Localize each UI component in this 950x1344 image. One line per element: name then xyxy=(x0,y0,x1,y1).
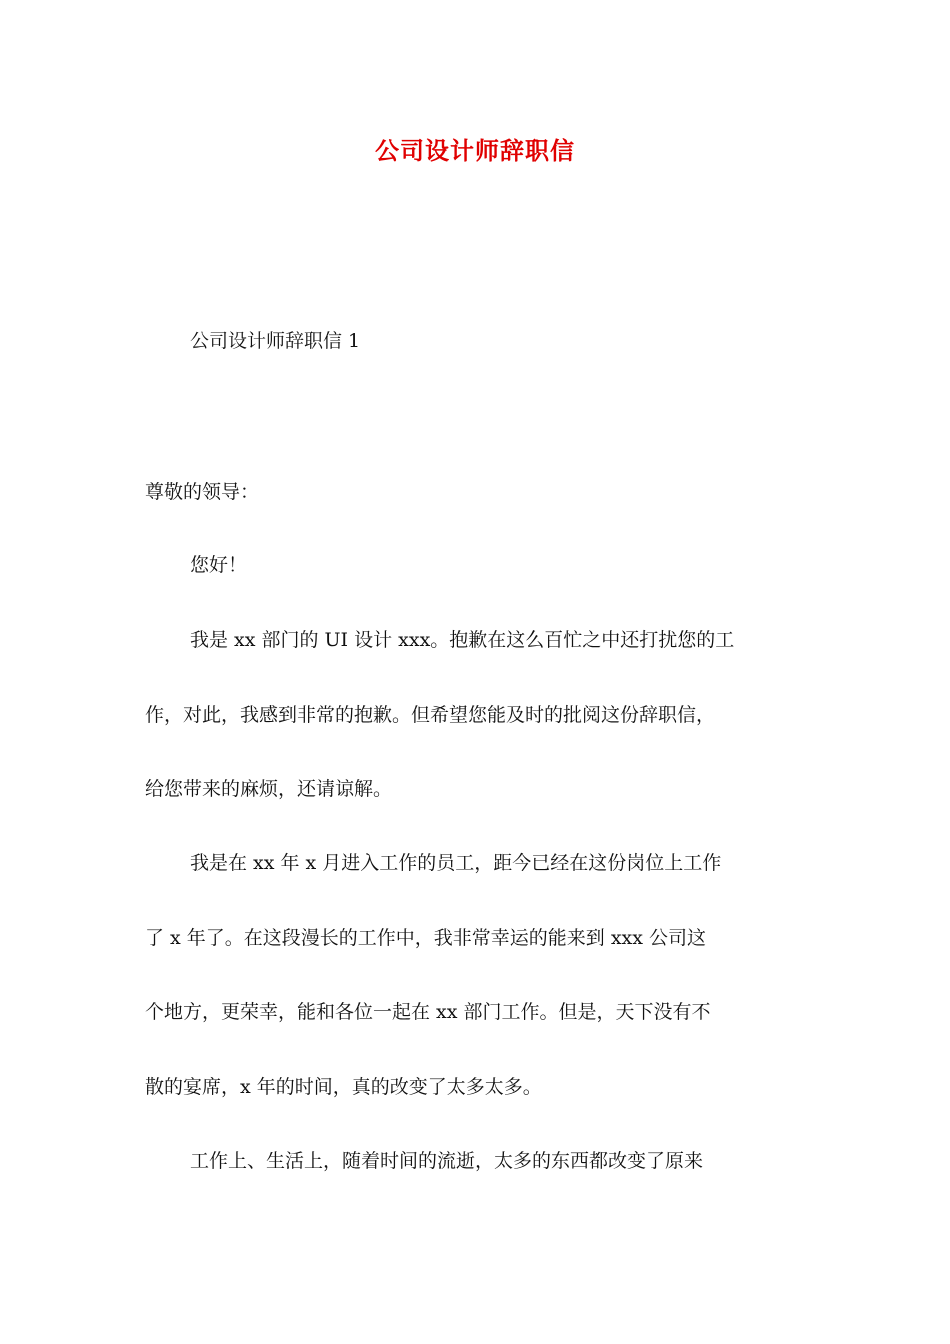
paragraph-line: 散的宴席，x 年的时间，真的改变了太多太多。 xyxy=(145,1076,542,1098)
paragraph-line: 我是在 xx 年 x 月进入工作的员工，距今已经在这份岗位上工作 xyxy=(190,852,722,874)
paragraph-line: 工作上、生活上，随着时间的流逝，太多的东西都改变了原来 xyxy=(190,1150,704,1172)
greeting: 您好！ xyxy=(190,554,248,576)
paragraph-line: 了 x 年了。在这段漫长的工作中，我非常幸运的能来到 xxx 公司这 xyxy=(145,927,707,949)
paragraph-line: 我是 xx 部门的 UI 设计 xxx。抱歉在这么百忙之中还打扰您的工 xyxy=(190,629,735,651)
section-heading: 公司设计师辞职信 1 xyxy=(190,330,361,352)
paragraph-line: 个地方，更荣幸，能和各位一起在 xx 部门工作。但是，天下没有不 xyxy=(145,1001,711,1023)
salutation: 尊敬的领导： xyxy=(145,481,260,503)
paragraph-line: 给您带来的麻烦，还请谅解。 xyxy=(145,778,393,800)
paragraph-line: 作，对此，我感到非常的抱歉。但希望您能及时的批阅这份辞职信， xyxy=(145,704,716,726)
document-title: 公司设计师辞职信 xyxy=(375,136,575,165)
